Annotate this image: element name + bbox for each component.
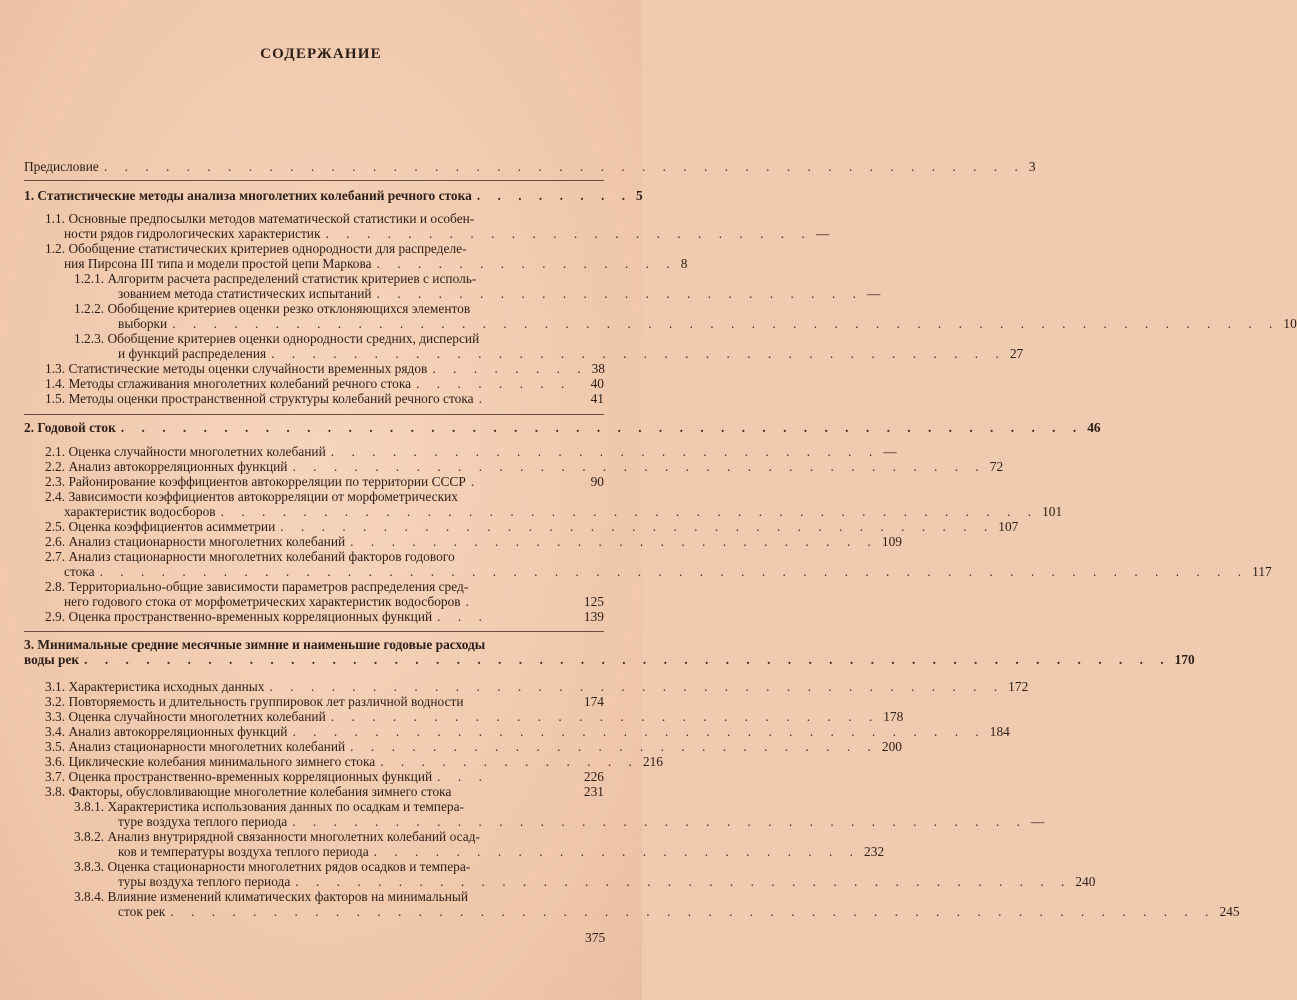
entry-number: 1.1.	[45, 211, 66, 226]
page-number: 125	[583, 593, 604, 609]
page-number: 46	[1087, 420, 1101, 435]
toc-entry-2-3[interactable]: 2.3. Районирование коэффициентов автокорреляции по территории СССР . 90	[45, 474, 604, 489]
page-number: 27	[1009, 345, 1024, 361]
page-number: —	[815, 225, 830, 241]
toc-entry-2-5[interactable]: 2.5. Оценка коэффициентов асимметрии . . . . . . . . . . . . . . . . . . . . . . . . . . . . . . . . . . . 107	[45, 519, 1019, 534]
entry-text: Методы сглаживания многолетних колебаний речного стока	[68, 376, 412, 391]
toc-entry-3-5[interactable]: 3.5. Анализ стационарности многолетних колебаний . . . . . . . . . . . . . . . . . . . . . . . . . . 200	[45, 739, 902, 754]
page-number: 5	[636, 188, 643, 203]
page-number: 109	[881, 534, 902, 549]
entry-text-line2: туры воздуха теплого периода	[118, 873, 291, 889]
toc-entry-3-6[interactable]: 3.6. Циклические колебания минимального зимнего стока . . . . . . . . . . . . . 216	[45, 754, 663, 769]
toc-chapter-2[interactable]: 2. Годовой сток . . . . . . . . . . . . . . . . . . . . . . . . . . . . . . . . . . . . . . . . . . . . . . . 46	[24, 420, 1101, 435]
chapter-title: 2. Годовой сток	[24, 420, 116, 435]
entry-text-line1: Анализ стационарности многолетних колебаний факторов годового	[68, 549, 455, 564]
page-number: 178	[883, 709, 904, 724]
page-number: —	[1030, 813, 1045, 829]
entry-text-line1: Основные предпосылки методов математической статистики и особен-	[68, 211, 475, 226]
entry-text: Оценка случайности многолетних колебаний	[68, 444, 326, 459]
entry-text: Оценка случайности многолетних колебаний	[68, 709, 326, 724]
page-number: 90	[590, 474, 604, 489]
entry-text: Факторы, обусловливающие многолетние колебания зимнего стока	[68, 784, 452, 799]
entry-number: 2.1.	[45, 444, 66, 459]
entry-text-line1: Территориально-общие зависимости параметров распределения сред-	[68, 579, 469, 594]
entry-text-line2: характеристик водосборов	[64, 503, 216, 519]
entry-number: 1.2.2.	[74, 301, 105, 316]
page-number: 172	[1008, 679, 1029, 694]
entry-text: Анализ автокорреляционных функций	[68, 459, 288, 474]
entry-text: Оценка пространственно-временных корреляционных функций	[68, 769, 433, 784]
entry-number: 1.2.1.	[74, 271, 105, 286]
entry-text-line2: и функций распределения	[118, 345, 267, 361]
entry-number: 3.8.1.	[74, 799, 105, 814]
page-number: —	[883, 444, 897, 459]
entry-text: Оценка пространственно-временных корреляционных функций	[68, 609, 433, 624]
entry-number: 2.7.	[45, 549, 66, 564]
entry-number: 3.8.	[45, 784, 66, 799]
entry-text-line2: ности рядов гидрологических характеристик	[64, 225, 321, 241]
page-number: 216	[642, 754, 663, 769]
toc-entry-1-3[interactable]: 1.3. Статистические методы оценки случайности временных рядов . . . . . . . . 38	[45, 361, 605, 376]
chapter-title: 1. Статистические методы анализа многолетних колебаний речного стока	[24, 188, 472, 203]
page-number: 184	[989, 724, 1010, 739]
page-number: 174	[583, 694, 604, 709]
toc-entry-1-2-3[interactable]: 1.2.3. Обобщение критериев оценки однородности средних, дисперсий и функций распределения . . . . . . . . . . . . . . . . . . . . . . . . . . . . . . . . . . . . 27	[74, 331, 1024, 361]
entry-number: 3.3.	[45, 709, 66, 724]
entry-text: Анализ стационарности многолетних колебаний	[68, 739, 346, 754]
toc-entry-2-7[interactable]: 2.7. Анализ стационарности многолетних колебаний факторов годового стока . . . . . . . . . . . . . . . . . . . . . . . . . . . . . . . . . . . . . . . . . . . . . . . . . . . . . . . . 117	[45, 549, 1272, 579]
toc-entry-3-8-3[interactable]: 3.8.3. Оценка стационарности многолетних рядов осадков и темпера- туры воздуха теплого периода . . . . . . . . . . . . . . . . . . . . . . . . . . . . . . . . . . . . . . 240	[74, 859, 1096, 889]
entry-number: 2.3.	[45, 474, 66, 489]
page-number: 41	[590, 391, 604, 406]
entry-number: 3.8.4.	[74, 889, 105, 904]
page-number: 240	[1075, 873, 1096, 889]
entry-text: Анализ автокорреляционных функций	[68, 724, 288, 739]
entry-number: 3.8.3.	[74, 859, 105, 874]
entry-number: 2.8.	[45, 579, 66, 594]
entry-number: 1.2.3.	[74, 331, 105, 346]
toc-entry-1-2-1[interactable]: 1.2.1. Алгоритм расчета распределений статистик критериев с исполь- зованием метода статистических испытаний . . . . . . . . . . . . . . . . . . . . . . . . —	[74, 271, 881, 301]
entry-number: 3.7.	[45, 769, 66, 784]
entry-text-line2: стока	[64, 563, 95, 579]
toc-entry-3-8[interactable]	[45, 785, 604, 800]
page-number: 226	[583, 769, 604, 784]
entry-number: 3.5.	[45, 739, 66, 754]
page-number: 72	[989, 459, 1004, 474]
entry-text: Статистические методы оценки случайности временных рядов	[68, 361, 428, 376]
divider	[24, 414, 604, 415]
entry-text-line1: Обобщение критериев оценки однородности средних, дисперсий	[107, 331, 480, 346]
entry-number: 1.2.	[45, 241, 66, 256]
page-number: —	[866, 285, 881, 301]
entry-text-line1: Влияние изменений климатических факторов на минимальный	[107, 889, 469, 904]
toc-entry-2-2[interactable]: 2.2. Анализ автокорреляционных функций . . . . . . . . . . . . . . . . . . . . . . . . . . . . . . . . . . 72	[45, 459, 1004, 474]
chapter-title-line2: воды рек	[24, 651, 80, 667]
toc-entry-1-1[interactable]: 1.1. Основные предпосылки методов математической статистики и особен- ности рядов гидрологических характеристик . . . . . . . . . . . . . . . . . . . . . . . . —	[45, 211, 830, 241]
entry-text: Районирование коэффициентов автокорреляции по территории СССР	[68, 474, 466, 489]
entry-text-line2: сток рек	[118, 903, 166, 919]
entry-text-line2: ков и температуры воздуха теплого периода	[118, 843, 369, 859]
toc-entry-3-3[interactable]: 3.3. Оценка случайности многолетних колебаний . . . . . . . . . . . . . . . . . . . . . . . . . . . 178	[45, 709, 904, 724]
toc-entry-2-6[interactable]: 2.6. Анализ стационарности многолетних колебаний . . . . . . . . . . . . . . . . . . . . . . . . . . 109	[45, 534, 902, 549]
entry-number: 2.6.	[45, 534, 66, 549]
toc-entry-2-1[interactable]: 2.1. Оценка случайности многолетних колебаний . . . . . . . . . . . . . . . . . . . . . . . . . . . —	[45, 444, 897, 459]
page-number: 170	[1174, 651, 1195, 667]
entry-text-line1: Обобщение статистических критериев однородности для распределе-	[68, 241, 467, 256]
entry-text-line1: Характеристика использования данных по осадкам и темпера-	[107, 799, 464, 814]
toc-entry-2-4[interactable]: 2.4. Зависимости коэффициентов автокорреляции от морфометрических характеристик водосборов . . . . . . . . . . . . . . . . . . . . . . . . . . . . . . . . . . . . . . . . 101	[45, 489, 1063, 519]
folio-page-number: 375	[585, 930, 606, 945]
entry-title: Предисловие	[24, 159, 99, 174]
toc-entry-3-2[interactable]	[45, 695, 604, 710]
entry-text: Методы оценки пространственной структуры колебаний речного стока	[68, 391, 474, 406]
toc-entry-3-8-4[interactable]: 3.8.4. Влияние изменений климатических факторов на минимальный сток рек . . . . . . . . . . . . . . . . . . . . . . . . . . . . . . . . . . . . . . . . . . . . . . . . . . . 245	[74, 889, 1240, 919]
page-number: 117	[1252, 563, 1272, 579]
entry-number: 2.5.	[45, 519, 66, 534]
toc-entry-3-8-2[interactable]: 3.8.2. Анализ внутрирядной связанности многолетних колебаний осад- ков и температуры воздуха теплого периода . . . . . . . . . . . . . . . . . . . . . . . . 232	[74, 829, 885, 859]
page-number: 231	[583, 784, 604, 799]
entry-number: 3.4.	[45, 724, 66, 739]
entry-text-line2: выборки	[118, 315, 168, 331]
entry-text-line2: туре воздуха теплого периода	[118, 813, 288, 829]
page-title: СОДЕРЖАНИЕ	[260, 46, 382, 62]
toc-entry-1-2-2[interactable]: 1.2.2. Обобщение критериев оценки резко отклоняющихся элементов выборки . . . . . . . . . . . . . . . . . . . . . . . . . . . . . . . . . . . . . . . . . . . . . . . . . . . . . . 10	[74, 301, 1297, 331]
entry-text-line1: Оценка стационарности многолетних рядов осадков и темпера-	[107, 859, 471, 874]
page-number: 200	[881, 739, 902, 754]
entry-text: Анализ стационарности многолетних колебаний	[68, 534, 346, 549]
entry-text-line1: Алгоритм расчета распределений статистик критериев с исполь-	[107, 271, 477, 286]
page-number: 245	[1219, 903, 1240, 919]
entry-text-line1: Зависимости коэффициентов автокорреляции от морфометрических	[68, 489, 458, 504]
toc-entry-3-8-1[interactable]: 3.8.1. Характеристика использования данных по осадкам и темпера- туре воздуха теплого периода . . . . . . . . . . . . . . . . . . . . . . . . . . . . . . . . . . . . —	[74, 799, 1045, 829]
entry-text: Циклические колебания минимального зимнего стока	[68, 754, 376, 769]
chapter-title-line1: 3. Минимальные средние месячные зимние и наименьшие годовые расходы	[24, 637, 486, 652]
toc-entry-2-8[interactable]: 2.8. Территориально-общие зависимости параметров распределения сред- него годового стока от морфометрических характеристик водосборов . 125	[45, 579, 604, 609]
toc-entry-preface[interactable]: Предисловие . . . . . . . . . . . . . . . . . . . . . . . . . . . . . . . . . . . . . . . . . . . . . 3	[24, 159, 1036, 174]
entry-number: 2.9.	[45, 609, 66, 624]
page-number: 101	[1042, 503, 1063, 519]
page-number: 107	[998, 519, 1019, 534]
entry-number: 2.4.	[45, 489, 66, 504]
page-number: 232	[864, 843, 885, 859]
entry-number: 3.1.	[45, 679, 66, 694]
page-number: 40	[590, 376, 604, 391]
divider	[24, 631, 604, 632]
entry-text-line2: зованием метода статистических испытаний	[118, 285, 372, 301]
entry-text-line2: ния Пирсона III типа и модели простой цепи Маркова	[64, 255, 372, 271]
toc-entry-1-2[interactable]: 1.2. Обобщение статистических критериев однородности для распределе- ния Пирсона III типа и модели простой цепи Маркова . . . . . . . . . . . . . . . 8	[45, 241, 688, 271]
page-number: 139	[583, 609, 604, 624]
toc-entry-1-4[interactable]: 1.4. Методы сглаживания многолетних колебаний речного стока . . . . . . . . 40	[45, 376, 604, 391]
entry-text: Оценка коэффициентов асимметрии	[68, 519, 276, 534]
toc-entry-3-4[interactable]: 3.4. Анализ автокорреляционных функций . . . . . . . . . . . . . . . . . . . . . . . . . . . . . . . . . . 184	[45, 724, 1010, 739]
page-number: 3	[1028, 159, 1036, 174]
entry-number: 3.6.	[45, 754, 66, 769]
entry-number: 3.2.	[45, 694, 66, 709]
toc-entry-3-1[interactable]: 3.1. Характеристика исходных данных . . . . . . . . . . . . . . . . . . . . . . . . . . . . . . . . . . . . 172	[45, 679, 1029, 694]
entry-text-line1: Обобщение критериев оценки резко отклоняющихся элементов	[107, 301, 471, 316]
entry-number: 1.4.	[45, 376, 66, 391]
toc-entry-3-7[interactable]: 3.7. Оценка пространственно-временных корреляционных функций . . . 226	[45, 769, 604, 784]
page-number: 38	[591, 361, 605, 376]
page-number: 8	[680, 255, 688, 271]
toc-chapter-1[interactable]: 1. Статистические методы анализа многолетних колебаний речного стока . . . . . . . . 5	[24, 188, 643, 203]
entry-number: 1.5.	[45, 391, 66, 406]
entry-number: 1.3.	[45, 361, 66, 376]
entry-text-line1: Анализ внутрирядной связанности многолетних колебаний осад-	[107, 829, 480, 844]
entry-text-line2: него годового стока от морфометрических характеристик водосборов	[64, 593, 461, 609]
entry-number: 2.2.	[45, 459, 66, 474]
toc-chapter-3[interactable]: 3. Минимальные средние месячные зимние и наименьшие годовые расходы воды рек . . . . . . . . . . . . . . . . . . . . . . . . . . . . . . . . . . . . . . . . . . . . . . . . . . . . . 170	[24, 637, 1195, 667]
entry-text: Повторяемость и длительность группировок лет различной водности	[68, 694, 464, 709]
divider	[24, 180, 604, 181]
toc-entry-2-9[interactable]: 2.9. Оценка пространственно-временных корреляционных функций . . . 139	[45, 609, 604, 624]
entry-number: 3.8.2.	[74, 829, 105, 844]
page-number: 10	[1283, 315, 1297, 331]
toc-entry-1-5[interactable]: 1.5. Методы оценки пространственной структуры колебаний речного стока . 41	[45, 391, 604, 406]
entry-text: Характеристика исходных данных	[68, 679, 265, 694]
